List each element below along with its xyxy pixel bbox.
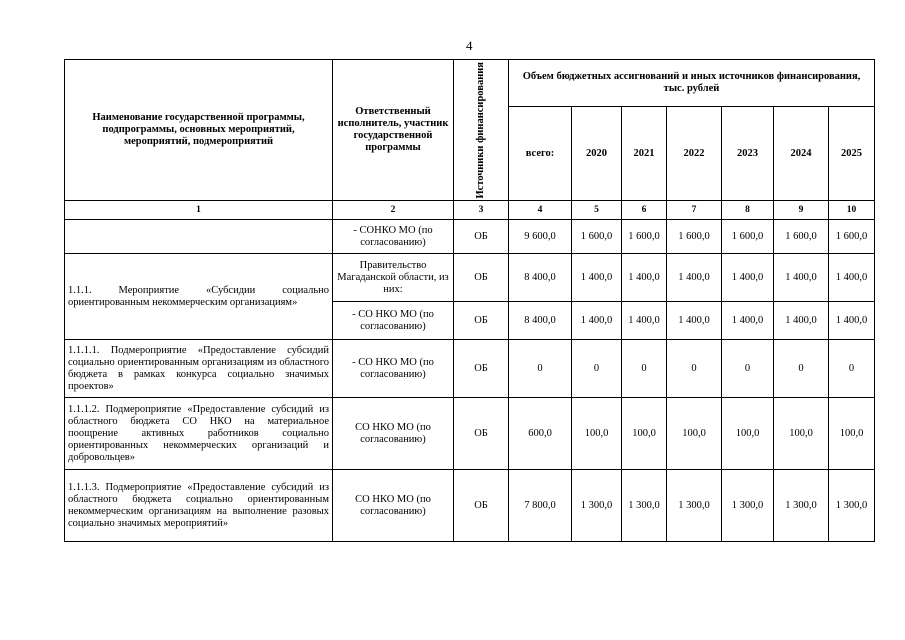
row-value: 100,0 <box>622 398 667 470</box>
header-total: всего: <box>509 107 572 201</box>
row-value: 1 300,0 <box>667 470 722 542</box>
header-year: 2021 <box>622 107 667 201</box>
row-value: 0 <box>572 340 622 398</box>
row-value: 1 400,0 <box>667 302 722 340</box>
row-executor: СО НКО МО (по согласованию) <box>333 470 454 542</box>
header-year: 2022 <box>667 107 722 201</box>
row-value: 1 600,0 <box>622 220 667 254</box>
column-number: 5 <box>572 201 622 220</box>
row-total: 7 800,0 <box>509 470 572 542</box>
row-source: ОБ <box>454 220 509 254</box>
row-source: ОБ <box>454 398 509 470</box>
row-name: 1.1.1.3. Подмероприятие «Предоставление субсидий из областного бюджета социально ориентированным некоммерческим организациям на выполнение разовых социально значимых мероприятий» <box>65 470 333 542</box>
row-value: 1 400,0 <box>572 302 622 340</box>
row-value: 1 400,0 <box>572 254 622 302</box>
row-value: 0 <box>774 340 829 398</box>
row-executor: - СОНКО МО (по согласованию) <box>333 220 454 254</box>
header-executor: Ответственный исполнитель, участник государственной программы <box>333 60 454 201</box>
column-number: 10 <box>829 201 875 220</box>
header-name: Наименование государственной программы, подпрограммы, основных мероприятий, мероприятий, подмероприятий <box>65 60 333 201</box>
column-number: 2 <box>333 201 454 220</box>
row-value: 1 400,0 <box>722 302 774 340</box>
row-value: 1 400,0 <box>622 254 667 302</box>
row-value: 100,0 <box>667 398 722 470</box>
row-value: 1 400,0 <box>622 302 667 340</box>
row-name <box>65 220 333 254</box>
row-executor: Правительство Магаданской области, из них: <box>333 254 454 302</box>
table-row <box>65 254 875 302</box>
column-number: 8 <box>722 201 774 220</box>
row-name: 1.1.1.1. Подмероприятие «Предоставление субсидий социально ориентированным организациям из областного бюджета в рамках конкурса социально значимых проектов» <box>65 340 333 398</box>
column-number: 4 <box>509 201 572 220</box>
row-executor: - СО НКО МО (по согласованию) <box>333 302 454 340</box>
row-value: 0 <box>667 340 722 398</box>
row-total: 8 400,0 <box>509 254 572 302</box>
row-value: 1 300,0 <box>774 470 829 542</box>
row-source: ОБ <box>454 340 509 398</box>
column-number: 1 <box>65 201 333 220</box>
column-number: 9 <box>774 201 829 220</box>
row-source: ОБ <box>454 470 509 542</box>
row-source: ОБ <box>454 254 509 302</box>
table-row <box>65 220 875 254</box>
row-value: 1 400,0 <box>722 254 774 302</box>
column-number: 3 <box>454 201 509 220</box>
row-source: ОБ <box>454 302 509 340</box>
row-value: 1 400,0 <box>829 302 875 340</box>
header-year: 2024 <box>774 107 829 201</box>
table-row <box>65 470 875 542</box>
header-year: 2023 <box>722 107 774 201</box>
header-year: 2025 <box>829 107 875 201</box>
row-value: 1 400,0 <box>829 254 875 302</box>
row-value: 100,0 <box>722 398 774 470</box>
row-total: 8 400,0 <box>509 302 572 340</box>
row-value: 1 400,0 <box>774 254 829 302</box>
row-value: 1 600,0 <box>722 220 774 254</box>
row-value: 0 <box>722 340 774 398</box>
row-name: 1.1.1. Мероприятие «Субсидии социально ориентированным некоммерческим организациям» <box>65 254 333 340</box>
row-value: 1 600,0 <box>829 220 875 254</box>
row-value: 0 <box>829 340 875 398</box>
row-value: 100,0 <box>774 398 829 470</box>
row-value: 1 400,0 <box>667 254 722 302</box>
row-value: 1 300,0 <box>722 470 774 542</box>
row-executor: - СО НКО МО (по согласованию) <box>333 340 454 398</box>
row-value: 1 600,0 <box>572 220 622 254</box>
table-row <box>65 340 875 398</box>
row-name: 1.1.1.2. Подмероприятие «Предоставление субсидий из областного бюджета СО НКО на материальное поощрение активных работников социально ориентированных некоммерческих организаций и добровольцев» <box>65 398 333 470</box>
header-year: 2020 <box>572 107 622 201</box>
column-number-row <box>65 201 875 220</box>
row-value: 1 600,0 <box>667 220 722 254</box>
row-value: 100,0 <box>572 398 622 470</box>
header-source: Источники финансирования <box>474 62 486 199</box>
row-value: 1 300,0 <box>829 470 875 542</box>
row-value: 100,0 <box>829 398 875 470</box>
row-value: 1 600,0 <box>774 220 829 254</box>
row-value: 1 300,0 <box>622 470 667 542</box>
row-executor: СО НКО МО (по согласованию) <box>333 398 454 470</box>
row-value: 1 400,0 <box>774 302 829 340</box>
row-value: 1 300,0 <box>572 470 622 542</box>
column-number: 7 <box>667 201 722 220</box>
row-total: 600,0 <box>509 398 572 470</box>
header-volume: Объем бюджетных ассигнований и иных источников финансирования, тыс. рублей <box>509 60 875 107</box>
budget-table <box>64 59 875 542</box>
header-source-cell <box>454 60 509 201</box>
table-row <box>65 398 875 470</box>
row-total: 0 <box>509 340 572 398</box>
column-number: 6 <box>622 201 667 220</box>
row-total: 9 600,0 <box>509 220 572 254</box>
page-number: 4 <box>466 38 473 53</box>
row-value: 0 <box>622 340 667 398</box>
